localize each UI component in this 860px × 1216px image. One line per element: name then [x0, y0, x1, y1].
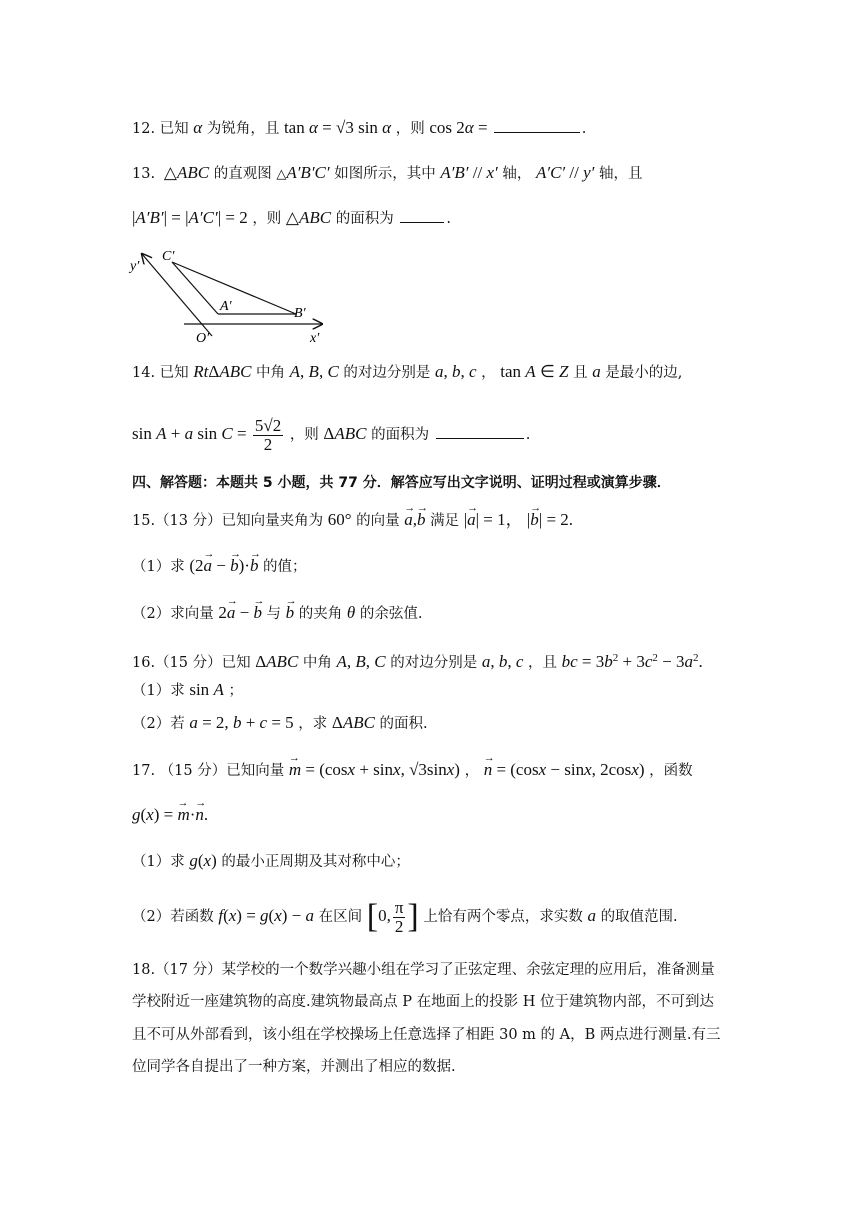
fraction: $\frac{5√2}{2}$ — [254, 415, 282, 454]
question-15-line1: 15.（13 分）已知向量夹角为 60° 的向量 → a,→ b 满足 |→ a| = 1， |→ b| = 2. — [132, 510, 573, 531]
label-b: B′ — [294, 306, 306, 321]
question-16-part2: （2）若 a = 2, b + c = 5 ，求 ΔABC 的面积. — [132, 713, 428, 732]
question-14-line1: 14. 已知 RtΔABC 中角 A, B, C 的对边分别是 a, b, c ， tan A ∈ Z 且 a 是最小的边, — [132, 362, 683, 381]
section-heading: 四、解答题：本题共 5 小题，共 77 分．解答应写出文字说明、证明过程或演算步骤． — [132, 475, 671, 491]
question-15-part2: （2）求向量 2→ a − → b 与 → b 的夹角 θ 的余弦值. — [132, 603, 422, 624]
answer-blank[interactable] — [494, 132, 580, 133]
question-18-line4: 位同学各自提出了一种方案，并测出了相应的数据. — [132, 1059, 456, 1075]
question-13-line1: 13. △ABC 的直观图 △A′B′C′ 如图所示，其中 A′B′ // x′ 轴， A′C′ // y′ 轴，且 — [132, 163, 643, 182]
label-c: C′ — [162, 249, 175, 264]
question-16-line1: 16.（15 分）已知 ΔABC 中角 A, B, C 的对边分别是 a, b, c ，且 bc = $3b^2 + 3c^2 - 3a^2$. — [132, 651, 703, 671]
question-15-part1: （1）求 (2→ a − → b)·→ b 的值； — [132, 556, 307, 577]
question-14-line2: sin A + a sin C = $\frac{5√2}{2}$ ，则 ΔABC 的面积为 . — [132, 415, 531, 454]
question-17-part2: （2）若函数 f(x) = g(x) − a 在区间 [0, $\frac{\pi}{2}$ ] 上恰有两个零点，求实数 a 的取值范围. — [132, 897, 678, 936]
label-o: O′ — [196, 331, 210, 346]
label-y: y′ — [130, 259, 140, 274]
oblique-projection-figure — [128, 244, 338, 348]
question-17-part1: （1）求 g(x) 的最小正周期及其对称中心； — [132, 851, 410, 870]
question-13-line2: |A′B′| = |A′C′| = 2 ，则 △ABC 的面积为 . — [132, 208, 451, 227]
question-18-line2: 学校附近一座建筑物的高度.建筑物最高点 P 在地面上的投影 H 位于建筑物内部，不可到达 — [132, 994, 714, 1010]
segment-bc — [172, 262, 296, 314]
answer-blank[interactable] — [400, 222, 444, 223]
answer-blank[interactable] — [436, 438, 524, 439]
label-a: A′ — [220, 299, 232, 314]
question-16-part1: （1）求 sin A ； — [132, 680, 243, 699]
question-18-line1: 18.（17 分）某学校的一个数学兴趣小组在学习了正弦定理、余弦定理的应用后，准备测量 — [132, 962, 715, 978]
question-17-line2: g(x) = → m·→ n. — [132, 805, 208, 826]
question-17-line1: 17. （15 分）已知向量 → m = (cosx + sinx, √3sinx) ， → n = (cosx − sinx, 2cosx) ，函数 — [132, 760, 693, 781]
segment-ac — [172, 262, 218, 314]
question-18-line3: 且不可从外部看到，该小组在学校操场上任意选择了相距 30 m 的 A，B 两点进行测量.有三 — [132, 1027, 721, 1043]
question-12: 12. 已知 α 为锐角，且 tan α = √3 sin α ，则 cos 2α = . — [132, 118, 587, 137]
label-x: x′ — [310, 331, 320, 346]
